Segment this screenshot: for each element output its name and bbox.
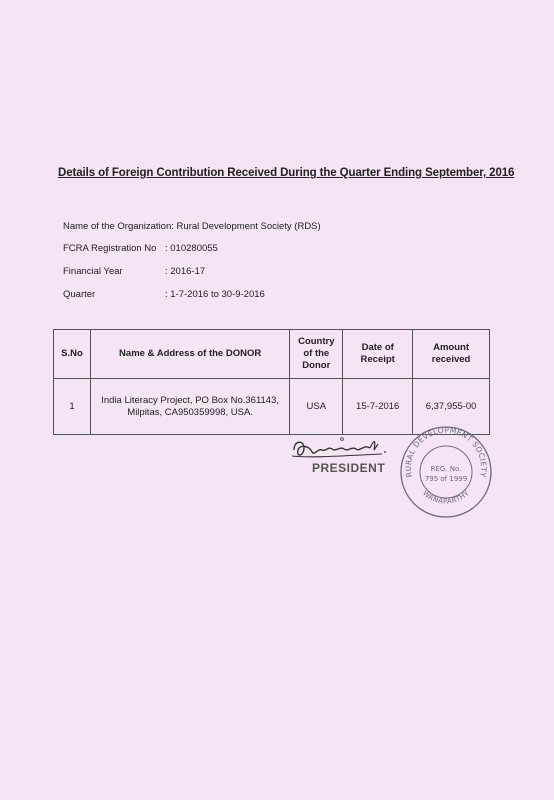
quarter-value: : 1-7-2016 to 30-9-2016 — [165, 289, 265, 300]
donor-line-1: India Literacy Project, PO Box No.361143, — [101, 394, 280, 406]
society-seal-icon — [396, 420, 496, 520]
financial-year-label: Financial Year — [63, 266, 123, 277]
quarter-label: Quarter — [63, 289, 96, 300]
seal-ring-text: RURAL DEVELOPMENT SOCIETY — [403, 425, 489, 479]
donor-line-2: Milpitas, CA950359998, USA. — [127, 406, 253, 418]
fcra-row — [63, 243, 156, 254]
cell-date: 15-7-2016 — [343, 379, 413, 435]
header-sno: S.No — [54, 330, 91, 379]
president-label: PRESIDENT — [312, 461, 386, 475]
financial-year-row — [63, 266, 123, 277]
organization-value: Rural Development Society (RDS) — [176, 221, 321, 232]
header-date: Date of Receipt — [343, 330, 413, 379]
seal-reg-number: 795 of 1999 — [424, 475, 468, 483]
seal-reg-label: REG. No. — [430, 465, 462, 473]
header-donor: Name & Address of the DONOR — [90, 330, 289, 379]
financial-year-value: : 2016-17 — [165, 266, 206, 277]
fcra-label: FCRA Registration No — [63, 243, 157, 254]
header-amount: Amount received — [413, 330, 490, 379]
organization-label: Name of the Organization: — [63, 221, 174, 232]
fcra-value: : 010280055 — [165, 243, 218, 254]
document-title: Details of Foreign Contribution Received During the Quarter Ending September, 2016 — [58, 167, 515, 179]
header-country: Country of the Donor — [290, 330, 343, 379]
table-header-row — [54, 330, 490, 379]
cell-sno: 1 — [54, 379, 91, 435]
quarter-row — [63, 289, 95, 300]
svg-text:WANAPARTHY — [421, 489, 471, 506]
cell-amount: 6,37,955-00 — [413, 379, 490, 435]
seal-bottom-text: WANAPARTHY — [421, 489, 471, 506]
cell-country: USA — [290, 379, 343, 435]
cell-donor — [90, 379, 289, 435]
organization-row — [63, 221, 321, 232]
